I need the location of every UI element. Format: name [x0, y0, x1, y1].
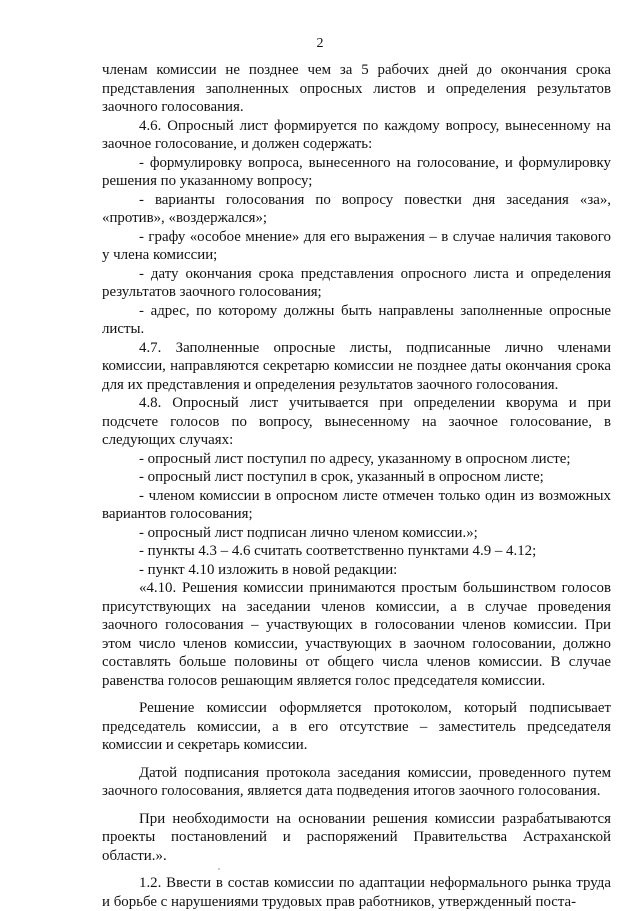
paragraph-4-8: 4.8. Опросный лист учитывается при определении кворума и при подсчете голосов по вопросу, вынесенному на заочное голосование, в следующих случаях: [102, 395, 611, 448]
list-item-address: - адрес, по которому должны быть направлены заполненные опросные листы. [102, 302, 611, 337]
paragraph-4-7: 4.7. Заполненные опросные листы, подписанные лично членами комиссии, направляются секретарю комиссии не позднее даты окончания срока для их представления и определения результатов заочного голосования. [102, 339, 611, 393]
paragraph-1-2: 1.2. Ввести в состав комиссии по адаптации неформального рынка труда и борьбе с нарушениями трудовых прав работников, утвержденный поста- [102, 875, 611, 910]
list-item-deadline: - дату окончания срока представления опросного листа и определения результатов заочного голосования; [102, 265, 611, 300]
list-item-received-on-time: - опросный лист поступил в срок, указанный в опросном листе; [139, 469, 544, 485]
paragraph-4-6: 4.6. Опросный лист формируется по каждому вопросу, вынесенному на заочное голосование, и должен содержать: [102, 117, 611, 152]
list-item-signed-personally: - опросный лист подписан лично членом комиссии.»; [139, 524, 478, 541]
amendment-new-wording: - пункт 4.10 изложить в новой редакции: [139, 561, 398, 578]
list-item-question-wording: - формулировку вопроса, вынесенного на голосование, и формулировку решения по указанному вопросу; [102, 154, 611, 189]
amendment-renumber: - пункты 4.3 – 4.6 считать соответственно пунктами 4.9 – 4.12; [139, 543, 537, 559]
scan-speck [218, 868, 220, 870]
document-body [102, 61, 611, 911]
list-item-special-opinion: - графу «особое мнение» для его выражения – в случае наличия такового у члена комиссии; [102, 228, 611, 263]
paragraph-protocol: Решение комиссии оформляется протоколом, который подписывает председатель комиссии, а в его отсутствие – заместитель председателя комиссии и секретарь комиссии. [102, 700, 611, 753]
paragraph-signing-date: Датой подписания протокола заседания комиссии, проведенного путем заочного голосования, является дата подведения итогов заочного голосования. [102, 764, 611, 799]
list-item-received-address: - опросный лист поступил по адресу, указанному в опросном листе; [139, 450, 571, 467]
paragraph-drafts: При необходимости на основании решения комиссии разрабатываются проекты постановлений и распоряжений Правительства Астраханской области.». [102, 810, 611, 864]
paragraph-continuation: членам комиссии не позднее чем за 5 рабочих дней до окончания срока представления заполненных опросных листов и определения результатов заочного голосования. [102, 62, 611, 115]
paragraph-4-10: «4.10. Решения комиссии принимаются простым большинством голосов присутствующих на заседании членов комиссии, а в случае проведения заочного голосования – участвующих в голосовании членов комиссии. При этом число членов комиссии, участвующих в заочном голосовании, должно составлять больше половины от общего числа членов комиссии. В случае равенства голосов решающим является голос председателя комиссии. [102, 580, 611, 689]
list-item-single-option: - членом комиссии в опросном листе отмечен только один из возможных вариантов голосования; [102, 487, 611, 522]
list-item-voting-options: - варианты голосования по вопросу повестки дня заседания «за», «против», «воздержался»; [102, 191, 611, 226]
page-number: 2 [316, 36, 324, 51]
